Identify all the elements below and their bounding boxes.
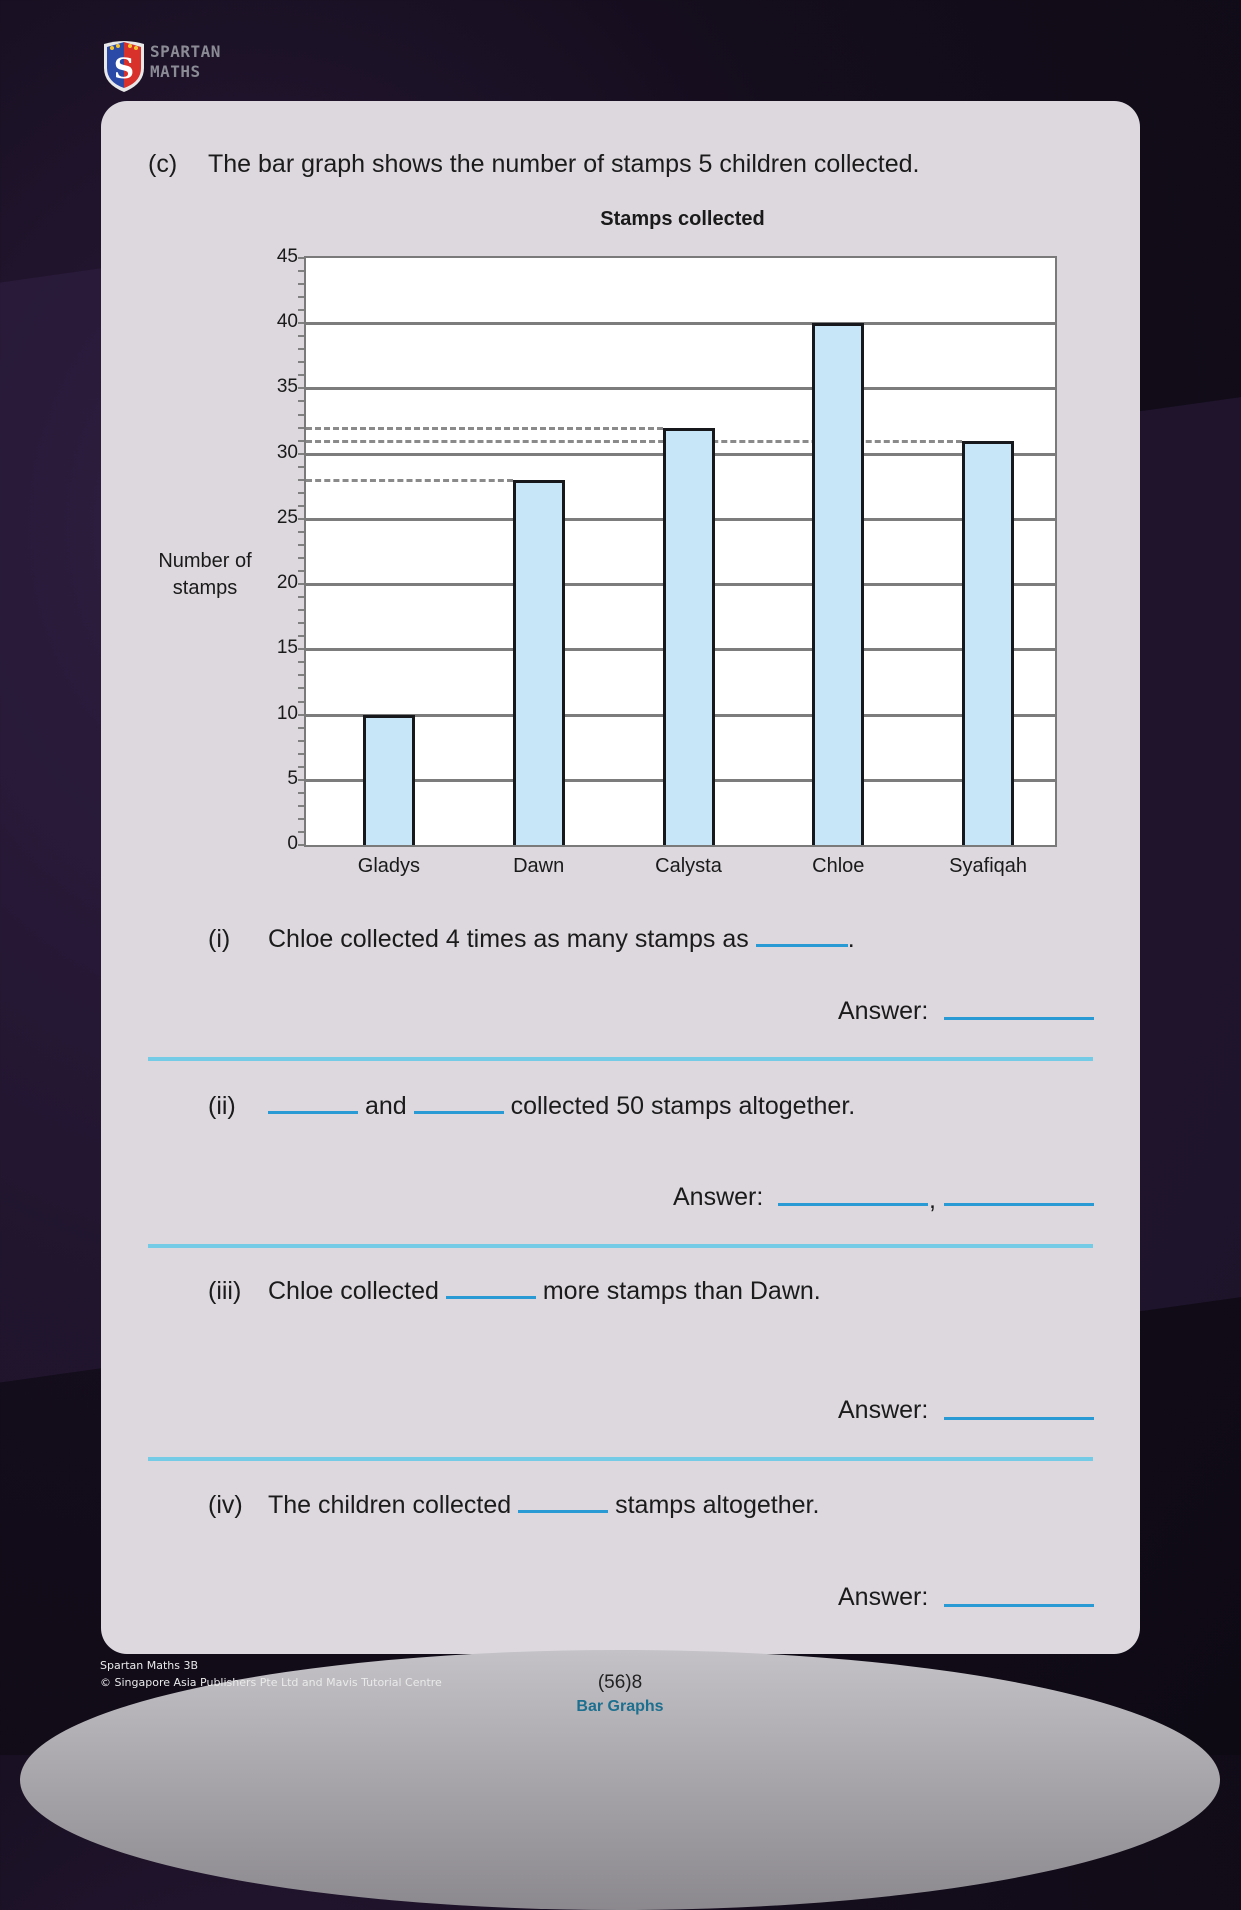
section-divider (148, 1057, 1093, 1061)
subq-iii-answer-field[interactable] (944, 1417, 1094, 1420)
bar-dawn (513, 480, 565, 845)
page-number: (56)8 (597, 1672, 643, 1693)
subq-ii-answer-field-1[interactable] (778, 1203, 928, 1206)
y-tick-label: 30 (276, 441, 298, 463)
subq-iv-text-before: The children collected (268, 1491, 512, 1519)
reference-dashed-line (306, 427, 663, 430)
subq-ii-answer-field-2[interactable] (944, 1203, 1094, 1206)
section-divider (148, 1244, 1093, 1248)
subq-iv-text (268, 1491, 819, 1520)
subq-i-answer-label: Answer: (838, 997, 929, 1025)
bar-calysta (663, 428, 715, 845)
y-tick-label: 20 (276, 572, 298, 594)
subq-i-label: (i) (208, 925, 231, 953)
logo-line-2: MATHS (150, 62, 201, 81)
subq-iv-text-after: stamps altogether. (615, 1491, 820, 1519)
footer-copyright: © Singapore Asia Publishers Pte Ltd and Mavis Tutorial Centre (100, 1676, 442, 1689)
reference-dashed-line (306, 479, 513, 482)
subq-iii-text-after: more stamps than Dawn. (542, 1277, 821, 1305)
section-divider (148, 1457, 1093, 1461)
y-tick-label: 45 (276, 246, 298, 267)
x-tick-label: Chloe (812, 855, 865, 877)
subq-iii-label: (iii) (208, 1277, 242, 1305)
subq-iii-blank[interactable] (446, 1296, 536, 1299)
gridline (306, 322, 1055, 325)
x-tick-label: Gladys (357, 855, 421, 877)
subq-ii-text (268, 1092, 855, 1121)
subq-ii-blank-2[interactable] (414, 1111, 504, 1114)
subq-ii-text-mid: and (364, 1092, 407, 1120)
y-tick-label: 15 (276, 637, 298, 659)
topic-label: Bar Graphs (576, 1698, 664, 1715)
gridline (306, 387, 1055, 390)
bar-gladys (363, 715, 415, 845)
subq-iv-blank[interactable] (518, 1510, 608, 1513)
x-tick-label: Calysta (655, 855, 722, 877)
footer-book-title: Spartan Maths 3B (100, 1659, 199, 1672)
subq-ii-label: (ii) (208, 1092, 236, 1120)
y-tick-label: 40 (276, 311, 298, 333)
bar-syafiqah (962, 441, 1014, 845)
subq-i-text (268, 925, 855, 954)
shield-icon (100, 38, 148, 94)
subq-i-text-before: Chloe collected 4 times as many stamps as (268, 925, 749, 953)
y-axis-label-line-1: Number of (158, 550, 252, 572)
subq-iii-text-before: Chloe collected (268, 1277, 439, 1305)
subq-ii-text-after: collected 50 stamps altogether. (510, 1092, 856, 1120)
subq-i-blank[interactable] (756, 944, 848, 947)
y-axis-label (140, 548, 270, 602)
question-intro: The bar graph shows the number of stamps 5 children collected. (208, 150, 920, 178)
subq-iii-answer-label: Answer: (838, 1396, 929, 1424)
subq-iv-label: (iv) (208, 1491, 243, 1519)
y-axis-label-line-2: stamps (172, 577, 238, 599)
bar-chloe (812, 323, 864, 845)
spartan-maths-logo (100, 38, 230, 94)
chart-title: Stamps collected (600, 208, 765, 230)
y-tick-label: 10 (276, 702, 298, 724)
svg-text:S: S (113, 52, 135, 85)
y-tick-label: 25 (276, 506, 298, 528)
subq-iv-answer-field[interactable] (944, 1604, 1094, 1607)
x-tick-label: Syafiqah (949, 855, 1028, 877)
y-tick-label: 35 (276, 376, 298, 398)
logo-text (150, 42, 221, 82)
logo-line-1: SPARTAN (150, 42, 221, 61)
subq-iv-answer-label: Answer: (838, 1583, 929, 1611)
x-tick-label: Dawn (513, 855, 565, 877)
y-tick-label: 5 (287, 767, 298, 789)
y-tick-label: 0 (287, 833, 298, 854)
subq-ii-answer-separator: , (929, 1186, 936, 1214)
subq-iii-text (268, 1277, 821, 1306)
question-part-label: (c) (148, 150, 178, 178)
subq-i-answer-field[interactable] (944, 1017, 1094, 1020)
subq-ii-answer-label: Answer: (673, 1183, 764, 1211)
subq-ii-blank-1[interactable] (268, 1111, 358, 1114)
chart-plot-area (304, 256, 1057, 847)
subq-i-text-after: . (847, 925, 855, 953)
